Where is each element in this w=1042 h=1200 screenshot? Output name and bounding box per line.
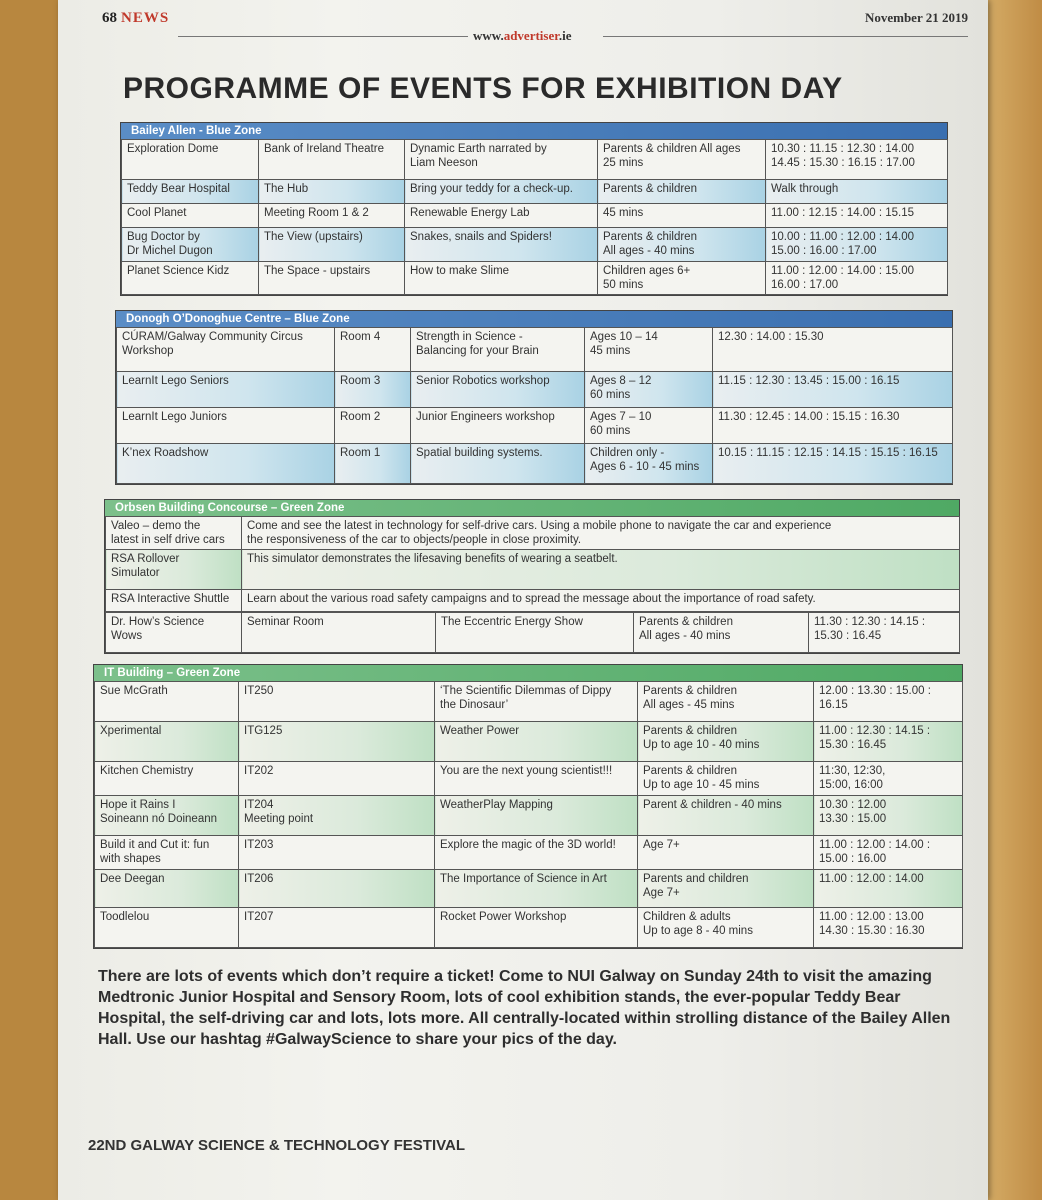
table-cell: Kitchen Chemistry xyxy=(95,762,239,796)
header-rule-left xyxy=(178,36,468,37)
table-cell: Parents & children Up to age 10 - 40 mins xyxy=(638,722,814,762)
table-cell: Age 7+ xyxy=(638,836,814,870)
table-cell: LearnIt Lego Seniors xyxy=(117,372,335,408)
table-cell: Room 1 xyxy=(335,444,411,484)
table-cell: Spatial building systems. xyxy=(411,444,585,484)
table-cell: 12.00 : 13.30 : 15.00 : 16.15 xyxy=(814,682,963,722)
table-cell: CÚRAM/Galway Community Circus Workshop xyxy=(117,328,335,372)
table-cell: Parents and children Age 7+ xyxy=(638,870,814,908)
table-cell: IT202 xyxy=(239,762,435,796)
table-cell: Parents & children All ages - 45 mins xyxy=(638,682,814,722)
table-cell: IT204 Meeting point xyxy=(239,796,435,836)
table-cell: 12.30 : 14.00 : 15.30 xyxy=(713,328,953,372)
info-table xyxy=(105,516,960,612)
section-orbsen-building xyxy=(104,499,960,654)
table-row xyxy=(95,762,963,796)
table-row xyxy=(122,262,948,295)
table-cell: Explore the magic of the 3D world! xyxy=(435,836,638,870)
table-row xyxy=(95,836,963,870)
table-row xyxy=(106,517,960,550)
table-cell: 11:30, 12:30, 15:00, 16:00 xyxy=(814,762,963,796)
page-number-value: 68 xyxy=(102,10,117,26)
table-cell: Parents & children All ages - 40 mins xyxy=(634,613,809,653)
table-cell: IT206 xyxy=(239,870,435,908)
table-cell: 10.15 : 11.15 : 12.15 : 14.15 : 15.15 : 16.15 xyxy=(713,444,953,484)
table-cell: 11.00 : 12.30 : 14.15 : 15.30 : 16.45 xyxy=(814,722,963,762)
table-cell: Bug Doctor by Dr Michel Dugon xyxy=(122,228,259,262)
page-title: PROGRAMME OF EVENTS FOR EXHIBITION DAY xyxy=(123,72,843,105)
table-cell: How to make Slime xyxy=(405,262,598,295)
table-cell: 45 mins xyxy=(598,204,766,228)
table-row xyxy=(122,180,948,204)
events-table xyxy=(121,139,948,295)
table-cell: Meeting Room 1 & 2 xyxy=(259,204,405,228)
festival-footer: 22ND GALWAY SCIENCE & TECHNOLOGY FESTIVAL xyxy=(88,1137,466,1154)
table-cell: Bank of Ireland Theatre xyxy=(259,140,405,180)
table-cell: RSA Interactive Shuttle xyxy=(106,590,242,612)
table-cell: Ages 7 – 10 60 mins xyxy=(585,408,713,444)
table-cell: This simulator demonstrates the lifesaving benefits of wearing a seatbelt. xyxy=(242,550,960,590)
table-cell: Parents & children Up to age 10 - 45 mins xyxy=(638,762,814,796)
table-cell: The Space - upstairs xyxy=(259,262,405,295)
table-row xyxy=(117,328,953,372)
table-cell: 10.30 : 11.15 : 12.30 : 14.00 14.45 : 15.30 : 16.15 : 17.00 xyxy=(766,140,948,180)
table-cell: The Eccentric Energy Show xyxy=(436,613,634,653)
table-cell: Room 4 xyxy=(335,328,411,372)
table-row xyxy=(117,444,953,484)
table-cell: Dr. How’s Science Wows xyxy=(106,613,242,653)
table-row xyxy=(95,908,963,948)
table-cell: K’nex Roadshow xyxy=(117,444,335,484)
table-row xyxy=(95,722,963,762)
table-cell: 11.00 : 12.00 : 14.00 : 15.00 : 16.00 xyxy=(814,836,963,870)
table-row xyxy=(117,408,953,444)
table-cell: 11.30 : 12.30 : 14.15 : 15.30 : 16.45 xyxy=(809,613,960,653)
table-cell: The View (upstairs) xyxy=(259,228,405,262)
table-cell: Children ages 6+ 50 mins xyxy=(598,262,766,295)
table-cell: Xperimental xyxy=(95,722,239,762)
table-cell: Parents & children All ages - 40 mins xyxy=(598,228,766,262)
table-row xyxy=(106,590,960,612)
table-row xyxy=(122,228,948,262)
table-row xyxy=(95,870,963,908)
table-cell: Room 3 xyxy=(335,372,411,408)
table-cell: Exploration Dome xyxy=(122,140,259,180)
table-cell: Learn about the various road safety campaigns and to spread the message about the importance of road safety. xyxy=(242,590,960,612)
table-cell: 11.15 : 12.30 : 13.45 : 15.00 : 16.15 xyxy=(713,372,953,408)
table-cell: 11.00 : 12.00 : 14.00 xyxy=(814,870,963,908)
table-cell: Ages 8 – 12 60 mins xyxy=(585,372,713,408)
table-cell: Planet Science Kidz xyxy=(122,262,259,295)
table-row xyxy=(117,372,953,408)
table-cell: Parents & children All ages 25 mins xyxy=(598,140,766,180)
table-cell: Children only - Ages 6 - 10 - 45 mins xyxy=(585,444,713,484)
section-donogh-odonoghue xyxy=(115,310,953,485)
table-cell: IT250 xyxy=(239,682,435,722)
table-cell: Valeo – demo the latest in self drive cars xyxy=(106,517,242,550)
table-cell: Teddy Bear Hospital xyxy=(122,180,259,204)
table-cell: Build it and Cut it: fun with shapes xyxy=(95,836,239,870)
events-table xyxy=(105,612,960,653)
table-cell: Dee Deegan xyxy=(95,870,239,908)
table-cell: IT207 xyxy=(239,908,435,948)
table-cell: IT203 xyxy=(239,836,435,870)
events-note: There are lots of events which don’t require a ticket! Come to NUI Galway on Sunday 24th to visit the amazing Medtronic Junior Hospital and Sensory Room, lots of cool exhibition stands, the ever-popular Teddy Bear Hospital, the self-driving car and lots, lots more. All centrally-located within strolling distance of the Bailey Allen Hall. Use our hashtag #GalwayScience to share your pics of the day. xyxy=(98,968,951,1048)
table-cell: 11.30 : 12.45 : 14.00 : 15.15 : 16.30 xyxy=(713,408,953,444)
section-heading: Orbsen Building Concourse – Green Zone xyxy=(105,500,959,516)
url-prefix: www. xyxy=(473,28,504,43)
page-header xyxy=(58,0,988,46)
table-cell: LearnIt Lego Juniors xyxy=(117,408,335,444)
table-cell: Toodlelou xyxy=(95,908,239,948)
table-cell: RSA Rollover Simulator xyxy=(106,550,242,590)
table-cell: Junior Engineers workshop xyxy=(411,408,585,444)
section-bailey-allen xyxy=(120,122,948,296)
url-suffix: .ie xyxy=(558,28,572,43)
table-cell: 11.00 : 12.15 : 14.00 : 15.15 xyxy=(766,204,948,228)
table-cell: ITG125 xyxy=(239,722,435,762)
table-cell: Bring your teddy for a check-up. xyxy=(405,180,598,204)
url-brand: advertiser xyxy=(503,28,559,43)
page-number xyxy=(102,10,169,27)
table-cell: ‘The Scientific Dilemmas of Dippy the Dinosaur’ xyxy=(435,682,638,722)
table-cell: 10.30 : 12.00 13.30 : 15.00 xyxy=(814,796,963,836)
table-row xyxy=(95,796,963,836)
table-cell: Come and see the latest in technology for self-drive cars. Using a mobile phone to navigate the car and experience the responsiveness of the car to objects/people in close proximity. xyxy=(242,517,960,550)
table-cell: Weather Power xyxy=(435,722,638,762)
table-cell: The Hub xyxy=(259,180,405,204)
section-label: NEWS xyxy=(121,10,170,26)
newspaper-page xyxy=(58,0,988,1200)
section-heading: Bailey Allen - Blue Zone xyxy=(121,123,947,139)
table-cell: Rocket Power Workshop xyxy=(435,908,638,948)
table-row xyxy=(106,613,960,653)
table-cell: Strength in Science - Balancing for your Brain xyxy=(411,328,585,372)
table-cell: Walk through xyxy=(766,180,948,204)
section-heading: Donogh O’Donoghue Centre – Blue Zone xyxy=(116,311,952,327)
table-cell: Sue McGrath xyxy=(95,682,239,722)
events-table xyxy=(94,681,963,948)
table-cell: Snakes, snails and Spiders! xyxy=(405,228,598,262)
table-cell: The Importance of Science in Art xyxy=(435,870,638,908)
section-heading: IT Building – Green Zone xyxy=(94,665,962,681)
events-table xyxy=(116,327,953,484)
website-url xyxy=(473,28,571,44)
section-it-building xyxy=(93,664,963,949)
table-cell: Renewable Energy Lab xyxy=(405,204,598,228)
table-cell: WeatherPlay Mapping xyxy=(435,796,638,836)
table-cell: 11.00 : 12.00 : 13.00 14.30 : 15.30 : 16.30 xyxy=(814,908,963,948)
table-cell: Parent & children - 40 mins xyxy=(638,796,814,836)
issue-date: November 21 2019 xyxy=(864,10,968,25)
header-rule-right xyxy=(603,36,968,37)
table-cell: You are the next young scientist!!! xyxy=(435,762,638,796)
table-cell: Room 2 xyxy=(335,408,411,444)
table-cell: Children & adults Up to age 8 - 40 mins xyxy=(638,908,814,948)
table-row xyxy=(122,140,948,180)
table-row xyxy=(106,550,960,590)
table-cell: Ages 10 – 14 45 mins xyxy=(585,328,713,372)
table-cell: Cool Planet xyxy=(122,204,259,228)
table-cell: Hope it Rains I Soineann nó Doineann xyxy=(95,796,239,836)
table-cell: Parents & children xyxy=(598,180,766,204)
table-row xyxy=(122,204,948,228)
table-cell: Seminar Room xyxy=(242,613,436,653)
table-cell: 11.00 : 12.00 : 14.00 : 15.00 16.00 : 17.00 xyxy=(766,262,948,295)
table-cell: Dynamic Earth narrated by Liam Neeson xyxy=(405,140,598,180)
table-cell: 10.00 : 11.00 : 12.00 : 14.00 15.00 : 16.00 : 17.00 xyxy=(766,228,948,262)
table-cell: Senior Robotics workshop xyxy=(411,372,585,408)
table-row xyxy=(95,682,963,722)
